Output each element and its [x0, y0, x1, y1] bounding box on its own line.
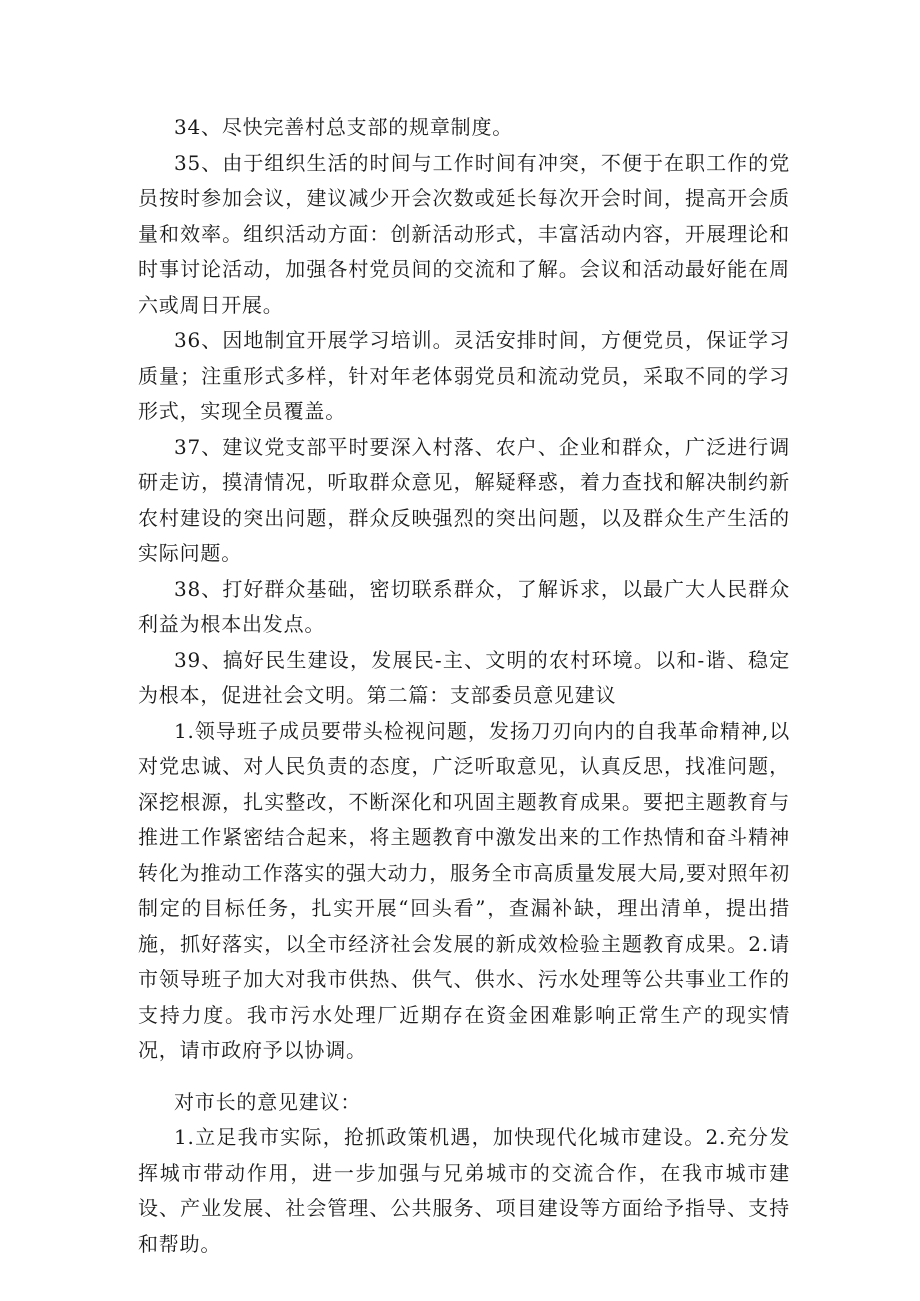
paragraph-leadership-suggestions: 1.领导班子成员要带头检视问题，发扬刀刃向内的自我革命精神,以对党忠诚、对人民负责的态度，广泛听取意见，认真反思，找准问题，深挖根源，扎实整改，不断深化和巩固主题教育成果。要把主题教育与推进工作紧密结合起来，将主题教育中激发出来的工作热情和奋斗精神转化为推动工作落实的强大动力，服务全市高质量发展大局,要对照年初制定的目标任务，扎实开展“回头看”，查漏补缺，理出清单，提出措施，抓好落实，以全市经济社会发展的新成效检验主题教育成果。2.请市领导班子加大对我市供热、供气、供水、污水处理等公共事业工作的支持力度。我市污水处理厂近期存在资金困难影响正常生产的现实情况，请市政府予以协调。: [138, 718, 790, 1062]
paragraph-37: 37、建议党支部平时要深入村落、农户、企业和群众，广泛进行调研走访，摸清情况，听取群众意见，解疑释惑，着力查找和解决制约新农村建设的突出问题，群众反映强烈的突出问题，以及群众生产生活的实际问题。: [138, 434, 790, 565]
section-heading-mayor-suggestions: 对市长的意见建议：: [174, 1089, 362, 1114]
paragraph-35: 35、由于组织生活的时间与工作时间有冲突，不便于在职工作的党员按时参加会议，建议减少开会次数或延长每次开会时间，提高开会质量和效率。组织活动方面：创新活动形式，丰富活动内容，开展理论和时事讨论活动，加强各村党员间的交流和了解。会议和活动最好能在周六或周日开展。: [138, 150, 790, 317]
paragraph-36: 36、因地制宜开展学习培训。灵活安排时间，方便党员，保证学习质量；注重形式多样，针对年老体弱党员和流动党员，采取不同的学习形式，实现全员覆盖。: [138, 328, 790, 423]
paragraph-39: 39、搞好民生建设，发展民-主、文明的农村环境。以和-谐、稳定为根本，促进社会文明。第二篇：支部委员意见建议: [138, 647, 790, 707]
paragraph-mayor-suggestions: 1.立足我市实际，抢抓政策机遇，加快现代化城市建设。2.充分发挥城市带动作用，进一步加强与兄弟城市的交流合作，在我市城市建设、产业发展、社会管理、公共服务、项目建设等方面给予指导、支持和帮助。: [138, 1125, 790, 1256]
document-body: [138, 110, 790, 1262]
paragraph-34: 34、尽快完善村总支部的规章制度。: [174, 115, 514, 139]
paragraph-38: 38、打好群众基础，密切联系群众，了解诉求，以最广大人民群众利益为根本出发点。: [138, 576, 790, 636]
